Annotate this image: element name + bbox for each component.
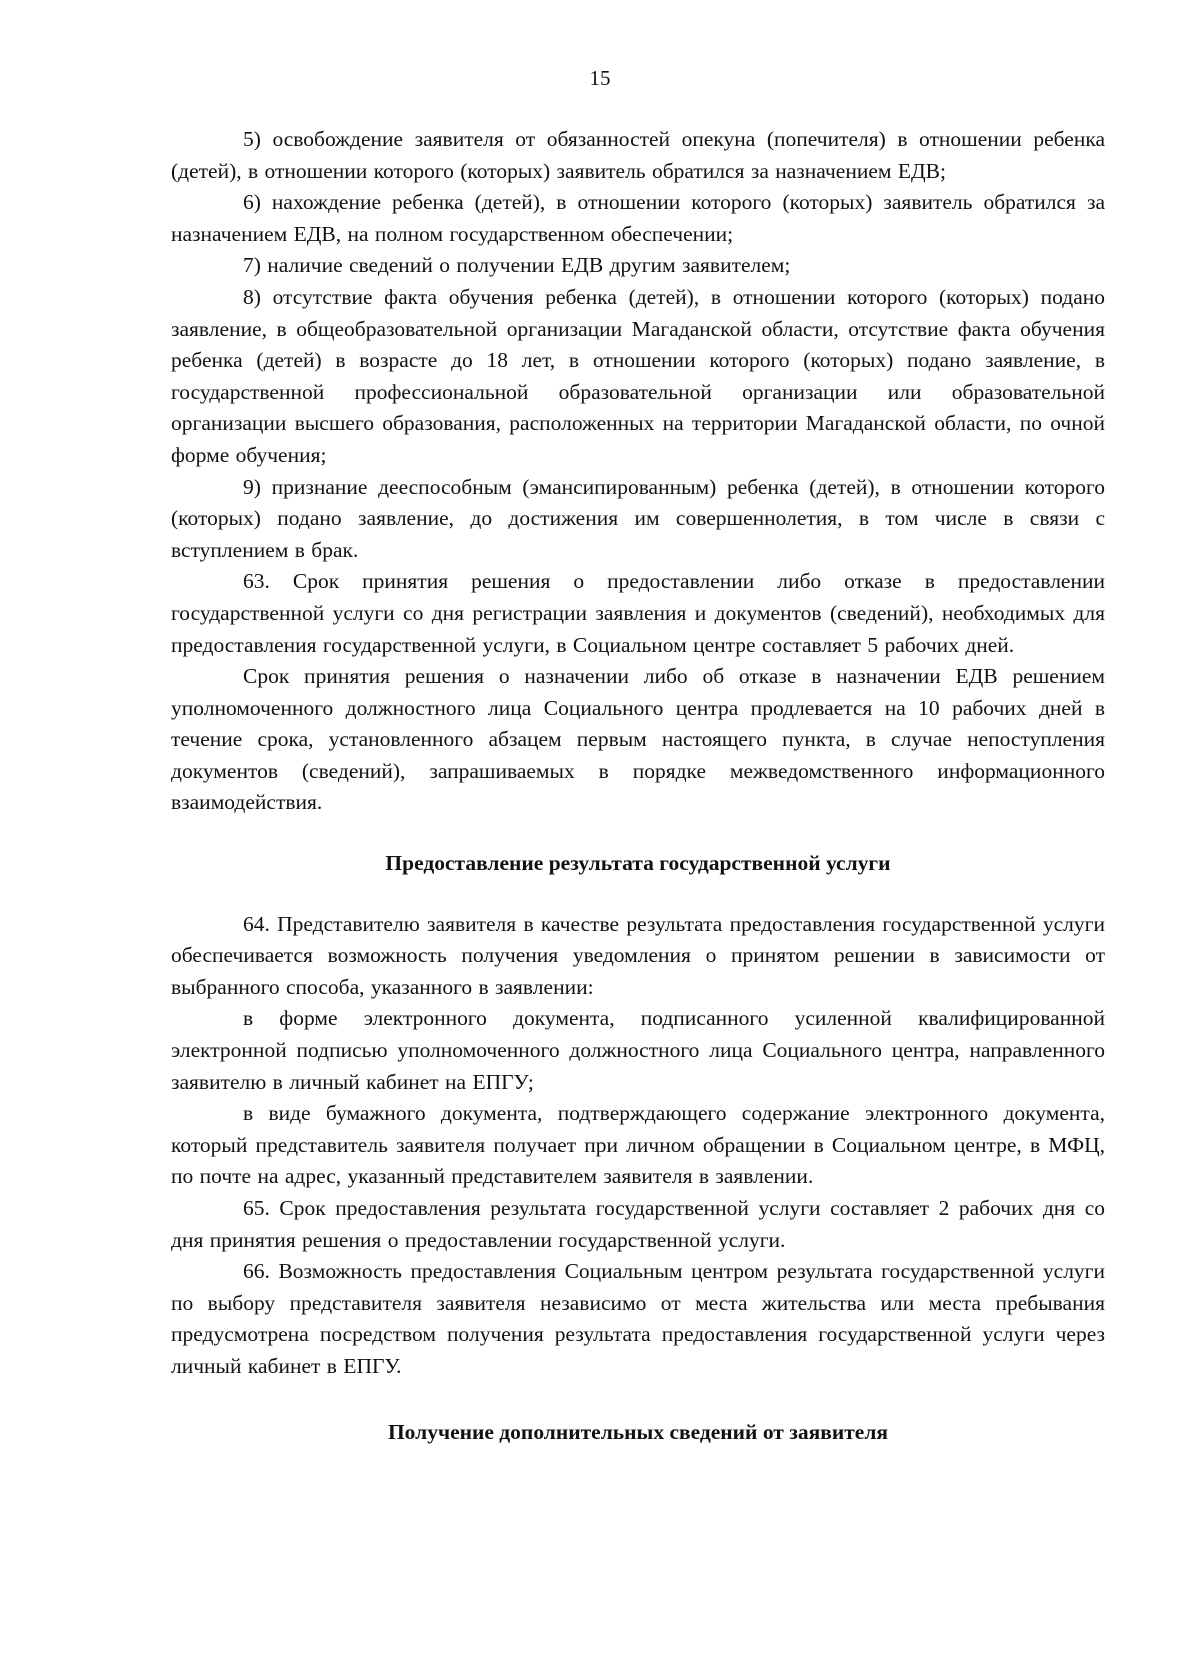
spacer: [171, 819, 1105, 848]
paragraph-63-extension: Срок принятия решения о назначении либо об отказе в назначении ЕДВ решением уполномоченного должностного лица Социального центра продлевается на 10 рабочих дней в течение срока, установленного абзацем первым настоящего пункта, в случае непоступления документов (сведений), запрашиваемых в порядке межведомственного информационного взаимодействия.: [171, 664, 1105, 815]
paragraph-item-7: 7) наличие сведений о получении ЕДВ другим заявителем;: [243, 253, 791, 278]
paragraph-65: 65. Срок предоставления результата государственной услуги составляет 2 рабочих дня со дня принятия решения о предоставлении государственной услуги.: [171, 1196, 1105, 1252]
spacer: [171, 880, 1105, 909]
paragraph-item-5: 5) освобождение заявителя от обязанностей опекуна (попечителя) в отношении ребенка (детей), в отношении которого (которых) заявитель обратился за назначением ЕДВ;: [171, 127, 1105, 183]
document-body: [171, 124, 1105, 1448]
paragraph-63: 63. Срок принятия решения о предоставлении либо отказе в предоставлении государственной услуги со дня регистрации заявления и документов (сведений), необходимых для предоставления государственной услуги, в Социальном центре составляет 5 рабочих дней.: [171, 569, 1105, 657]
paragraph-66: 66. Возможность предоставления Социальным центром результата государственной услуги по выбору представителя заявителя независимо от места жительства или места пребывания предусмотрена посредством получения результата предоставления государственной услуги через личный кабинет в ЕПГУ.: [171, 1259, 1105, 1378]
paragraph-64: 64. Представителю заявителя в качестве результата предоставления государственной услуги обеспечивается возможность получения уведомления о принятом решении в зависимости от выбранного способа, указанного в заявлении:: [171, 911, 1105, 999]
paragraph-64-paper: в виде бумажного документа, подтверждающего содержание электронного документа, который представитель заявителя получает при личном обращении в Социальном центре, в МФЦ, по почте на адрес, указанный представителем заявителя в заявлении.: [171, 1101, 1105, 1189]
page-number: 15: [589, 66, 611, 90]
paragraph-64-electronic: в форме электронного документа, подписанного усиленной квалифицированной электронной подписью уполномоченного должностного лица Социального центра, направленного заявителю в личный кабинет на ЕПГУ;: [171, 1006, 1105, 1094]
paragraph-item-8: 8) отсутствие факта обучения ребенка (детей), в отношении которого (которых) подано заявление, в общеобразовательной организации Магаданской области, отсутствие факта обучения ребенка (детей) в возрасте до 18 лет, в отношении которого (которых) подано заявление, в государственной профессиональной образовательной организации или образовательной организации высшего образования, расположенных на территории Магаданской области, по очной форме обучения;: [171, 284, 1105, 467]
section-heading-result: Предоставление результата государственной услуги: [385, 851, 891, 876]
paragraph-item-9: 9) признание дееспособным (эмансипированным) ребенка (детей), в отношении которого (которых) подано заявление, до достижения им совершеннолетия, в том числе в связи с вступлением в брак.: [171, 474, 1105, 562]
section-heading-additional-info: Получение дополнительных сведений от заявителя: [387, 1419, 889, 1444]
paragraph-item-6: 6) нахождение ребенка (детей), в отношении которого (которых) заявитель обратился за назначением ЕДВ, на полном государственном обеспечении;: [171, 190, 1105, 246]
spacer: [171, 1383, 1105, 1417]
